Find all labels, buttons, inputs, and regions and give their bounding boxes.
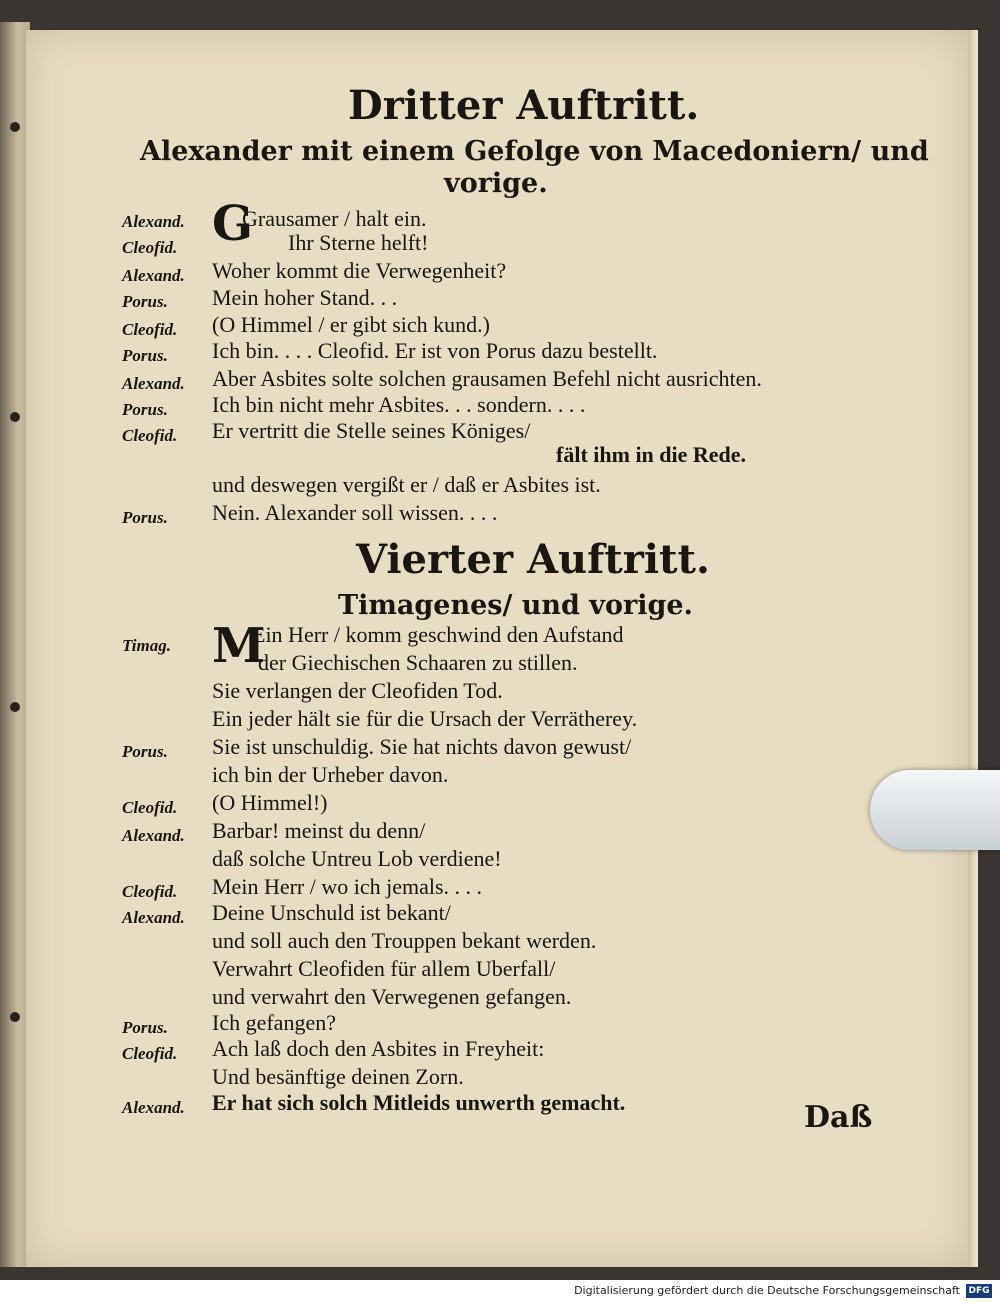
stage-direction-inline: fält ihm in die Rede. [556,442,747,467]
speaker-label: Alexand. [122,908,185,927]
dialogue-line: ich bin der Urheber davon. [212,762,449,787]
dialogue-line: Mein Herr / wo ich jemals. . . . [212,874,483,899]
footer-credit: Digitalisierung gefördert durch die Deutsche Forschungsgemeinschaft [574,1284,960,1297]
scene-title: Vierter Auftritt. [356,536,710,583]
speaker-label: Cleofid. [122,426,178,445]
speaker-label: Alexand. [122,212,185,231]
speaker-label: Porus. [122,1018,168,1037]
dialogue-line: Grausamer / halt ein. [242,206,427,231]
dialogue-line: und deswegen vergißt er / daß er Asbites ist. [212,472,601,497]
speaker-label: Cleofid. [122,798,178,817]
speaker-label: Cleofid. [122,882,178,901]
binding-ring [10,122,20,132]
dialogue-line: Mein hoher Stand. . . [212,285,398,310]
dialogue-line: Ich gefangen? [212,1010,336,1035]
dialogue-line: der Giechischen Schaaren zu stillen. [258,650,578,675]
dialogue-line: und verwahrt den Verwegenen gefangen. [212,984,572,1009]
dialogue-line: Ein jeder hält sie für die Ursach der Verrätherey. [212,706,638,731]
speaker-label: Timag. [122,636,171,655]
dialogue-line: Ich bin nicht mehr Asbites. . . sondern. . . . [212,392,586,417]
dialogue-line: Und besänftige deinen Zorn. [212,1064,464,1089]
dialogue-line: Er vertritt die Stelle seines Königes/ [212,418,531,443]
speaker-label: Porus. [122,742,168,761]
stage-direction: Timagenes/ und vorige. [338,590,693,621]
drop-cap: M [212,618,266,674]
dialogue-line: daß solche Untreu Lob verdiene! [212,846,502,871]
stage-direction: Alexander mit einem Gefolge von Macedoniern/ und [140,136,929,167]
catchword: Daß [804,1100,873,1135]
speaker-label: Alexand. [122,374,185,393]
dialogue-line: Sie verlangen der Cleofiden Tod. [212,678,503,703]
dialogue-line: Deine Unschuld ist bekant/ [212,900,451,925]
dialogue-line: Ihr Sterne helft! [288,230,429,255]
drop-cap: G [212,196,253,252]
dialogue-line: (O Himmel!) [212,790,328,815]
book-page [26,30,968,1267]
speaker-label: Porus. [122,508,168,527]
dialogue-line: Aber Asbites solte solchen grausamen Befehl nicht ausrichten. [212,366,762,391]
dialogue-line: Ein Herr / komm geschwind den Aufstand [252,622,624,647]
speaker-label: Porus. [122,400,168,419]
binding-ring [10,702,20,712]
dialogue-line: Barbar! meinst du denn/ [212,818,426,843]
speaker-label: Cleofid. [122,1044,178,1063]
dialogue-line: Sie ist unschuldig. Sie hat nichts davon gewust/ [212,734,632,759]
dialogue-line: Er hat sich solch Mitleids unwerth gemacht. [212,1090,626,1115]
dialogue-line: (O Himmel / er gibt sich kund.) [212,312,491,337]
binding-ring [10,412,20,422]
dfg-logo-icon: DFG [966,1284,992,1298]
dialogue-line: Verwahrt Cleofiden für allem Uberfall/ [212,956,556,981]
binding-ring [10,1012,20,1022]
page-edge [968,30,978,1267]
footer-bar [0,1280,1000,1303]
dialogue-line: und soll auch den Trouppen bekant werden. [212,928,597,953]
speaker-label: Alexand. [122,826,185,845]
page-clip [870,770,1000,850]
stage-direction: vorige. [444,168,548,199]
speaker-label: Porus. [122,292,168,311]
speaker-label: Cleofid. [122,320,178,339]
dialogue-line: Woher kommt die Verwegenheit? [212,258,507,283]
dialogue-line: Nein. Alexander soll wissen. . . . [212,500,498,525]
dialogue-line: Ich bin. . . . Cleofid. Er ist von Porus dazu bestellt. [212,338,658,363]
speaker-label: Porus. [122,346,168,365]
speaker-label: Alexand. [122,266,185,285]
scene-title: Dritter Auftritt. [348,82,700,129]
speaker-label: Alexand. [122,1098,185,1117]
speaker-label: Cleofid. [122,238,178,257]
dialogue-line: Ach laß doch den Asbites in Freyheit: [212,1036,545,1061]
